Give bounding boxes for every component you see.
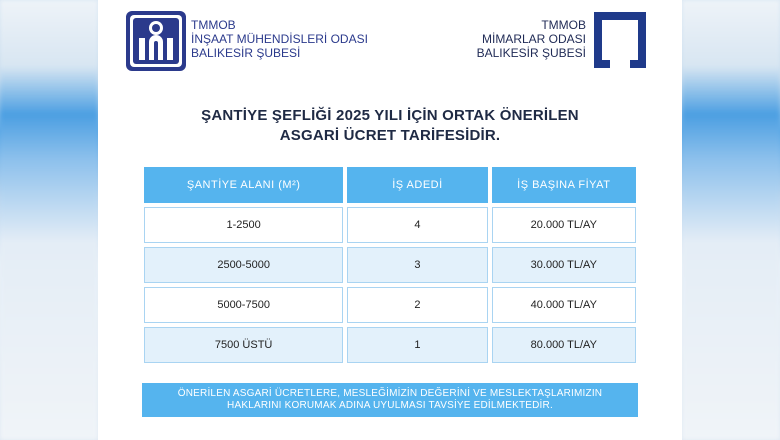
footer-line: HAKLARINI KORUMAK ADINA UYULMASI TAVSİYE EDİLMEKTEDİR. [227,400,553,411]
table-row [144,247,636,283]
left-org-line: İNŞAAT MÜHENDİSLERİ ODASI [191,32,368,46]
cell-price: 20.000 TL/AY [492,207,636,243]
cell-job-count: 2 [347,287,487,323]
cell-job-count: 1 [347,327,487,363]
cell-site-area: 2500-5000 [144,247,343,283]
right-org-line: BALIKESİR ŞUBESİ [476,46,586,60]
left-org-line: TMMOB [191,18,236,32]
left-org-line: BALIKESİR ŞUBESİ [191,46,301,60]
table-row [144,207,636,243]
footer-line: ÖNERİLEN ASGARİ ÜCRETLERE, MESLEĞİMİZİN DEĞERİNİ VE MESLEKTAŞLARIMIZIN [177,388,603,399]
table-row [144,287,636,323]
right-org-name [477,18,586,60]
mo-logo-icon [590,10,650,70]
cell-price: 40.000 TL/AY [492,287,636,323]
table-header-row [144,167,636,203]
imo-logo-icon [125,10,187,72]
cell-job-count: 4 [347,207,487,243]
left-org-name [191,18,368,60]
cell-price: 80.000 TL/AY [492,327,636,363]
fee-table [140,163,640,367]
document-page [98,0,682,440]
title-line: ŞANTİYE ŞEFLİĞİ 2025 YILI İÇİN ORTAK ÖNERİLEN [201,107,579,124]
footer-note [142,383,638,417]
title-line: ASGARİ ÜCRET TARİFESİDİR. [279,127,501,144]
background-blur-right [682,0,780,440]
page-title [98,106,682,146]
right-org-line: MİMARLAR ODASI [481,32,586,46]
table-row [144,327,636,363]
background-blur-left [0,0,98,440]
cell-price: 30.000 TL/AY [492,247,636,283]
header-price-per-job: İŞ BAŞINA FİYAT [492,167,636,203]
right-org-line: TMMOB [541,18,586,32]
cell-site-area: 1-2500 [144,207,343,243]
header-job-count: İŞ ADEDİ [347,167,487,203]
cell-job-count: 3 [347,247,487,283]
header-site-area: ŞANTİYE ALANI (M²) [144,167,343,203]
cell-site-area: 5000-7500 [144,287,343,323]
cell-site-area: 7500 ÜSTÜ [144,327,343,363]
